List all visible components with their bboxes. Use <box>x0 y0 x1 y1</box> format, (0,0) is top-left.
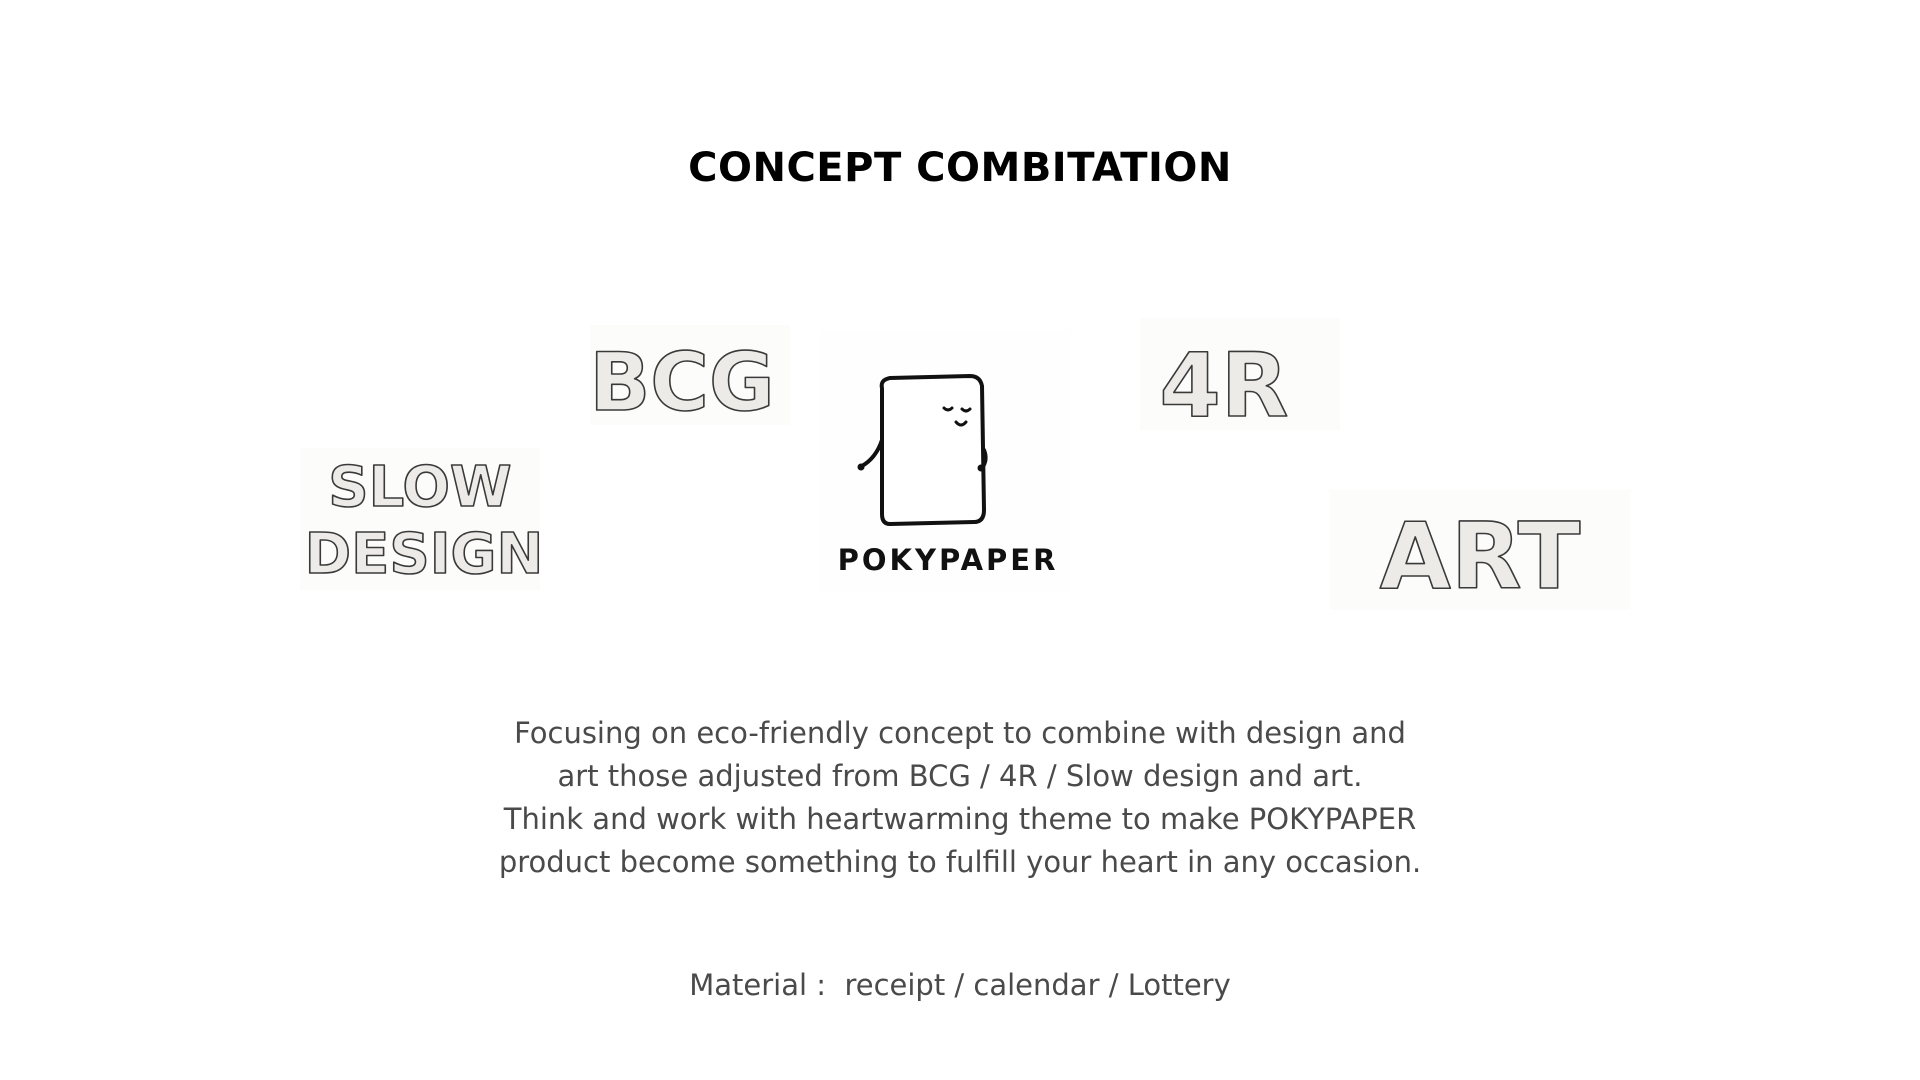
four-r-sticker <box>1140 318 1340 437</box>
material-label: Material : <box>689 968 827 1002</box>
description-line: Focusing on eco-friendly concept to combine with design and <box>514 716 1406 750</box>
description-line: product become something to fulfill your heart in any occasion. <box>498 845 1422 879</box>
four-r-label: 4R <box>1159 334 1289 437</box>
material-value: receipt / calendar / Lottery <box>844 968 1231 1002</box>
design-label: DESIGN <box>304 522 544 587</box>
slow-design-sticker <box>300 448 544 590</box>
description-line: art those adjusted from BCG / 4R / Slow design and art. <box>557 759 1363 793</box>
pokypaper-label: POKYPAPER <box>837 543 1059 577</box>
bcg-label: BCG <box>589 336 775 429</box>
art-label: ART <box>1379 503 1581 610</box>
page-title: CONCEPT COMBITATION <box>688 145 1232 191</box>
slow-label: SLOW <box>328 455 512 520</box>
bcg-sticker <box>589 325 790 429</box>
description-paragraph <box>0 712 1920 884</box>
pokypaper-logo <box>820 330 1070 592</box>
description-line: Think and work with heartwarming theme to make POKYPAPER <box>503 802 1417 836</box>
art-sticker <box>1330 490 1630 610</box>
material-line <box>0 968 1920 1002</box>
paper-character-icon <box>882 376 984 524</box>
